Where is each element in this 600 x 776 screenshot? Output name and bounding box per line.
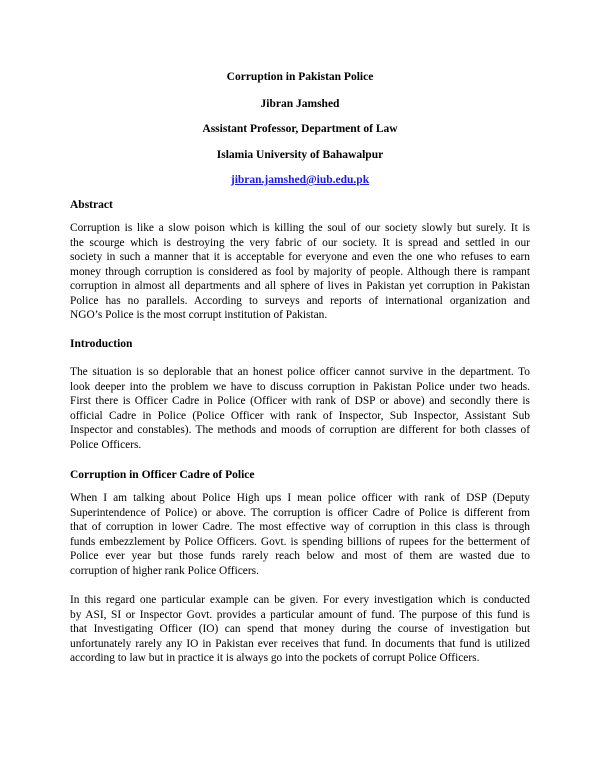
text-line: the scourge which is destroying the very fabric of our society. It is spread and settled in our [70, 236, 530, 249]
text-line: Corruption is like a slow poison which is killing the soul of our society slowly but surely. It is [70, 222, 530, 234]
text-line: Police Officers. [70, 438, 142, 451]
abstract-heading: Abstract [70, 199, 113, 211]
text-line: First there is Officer Cadre in Police (Officer with rank of DSP or above) and secondly there is [70, 395, 530, 407]
text-line: look deeper into the problem we have to discuss corruption in Pakistan Police under two heads. [70, 380, 530, 393]
officer-cadre-paragraph-1 [70, 491, 530, 578]
introduction-heading: Introduction [70, 338, 133, 350]
text-line: corruption in almost all departments and all sphere of lives in Pakistan yet corruption in Pakistan [70, 280, 530, 292]
text-line: Police ever year but those funds rarely reach below and most of them are wasted due to [70, 550, 530, 562]
introduction-paragraph [70, 365, 530, 452]
email-link[interactable]: jibran.jamshed@iub.edu.pk [230, 174, 370, 186]
text-line: In this regard one particular example can be given. For every investigation which is conducted [70, 594, 530, 606]
text-line: Inspector and constables). The methods and moods of corruption are different for both classes of [70, 424, 530, 436]
text-line: NGO’s Police is the most corrupt institution of Pakistan. [70, 309, 328, 321]
text-line: unfortunately rarely any IO in Pakistan ever receives that fund. In documents that fund is utilized [70, 637, 530, 650]
abstract-paragraph [70, 221, 530, 323]
author-position: Assistant Professor, Department of Law [202, 123, 398, 135]
text-line: that of corruption in lower Cadre. The most effective way of corruption in this class is through [70, 521, 530, 533]
text-line: When I am talking about Police High ups I mean police officer with rank of DSP (Deputy [70, 492, 530, 504]
author-university: Islamia University of Bahawalpur [216, 149, 384, 161]
text-line: Superintendence of Police) or above. The corruption is officer Cadre of Police is different from [70, 506, 530, 519]
text-line: Police has no parallels. According to surveys and reports of international organization and [70, 294, 530, 307]
paper-title: Corruption in Pakistan Police [226, 71, 374, 83]
text-line: according to law but in practice it is always go into the pockets of corrupt Police Officers. [70, 652, 480, 664]
author-name: Jibran Jamshed [260, 98, 340, 110]
text-line: The situation is so deplorable that an honest police officer cannot survive in the department. To [70, 366, 530, 378]
officer-cadre-paragraph-2 [70, 593, 530, 666]
text-line: by ASI, SI or Inspector Govt. provides a particular amount of fund. The purpose of this fund is [70, 608, 530, 621]
text-line: funds embezzlement by Police Officers. Govt. is spending billions of rupees for the betterment of [70, 535, 530, 548]
text-line: official Cadre in Police (Police Officer with rank of Inspector, Sub Inspector, Assistant Sub [70, 409, 530, 422]
text-line: society in such a manner that it is acceptable for everyone and even the one who refuses to earn [70, 251, 530, 263]
text-line: corruption of higher rank Police Officers. [70, 564, 259, 577]
author-email [0, 173, 600, 187]
text-line: that Investigating Officer (IO) can spend that money during the course of investigation but [70, 623, 530, 635]
officer-cadre-heading: Corruption in Officer Cadre of Police [70, 469, 255, 481]
text-line: money through corruption is considered as fool by majority of people. Although there is rampant [70, 265, 530, 278]
